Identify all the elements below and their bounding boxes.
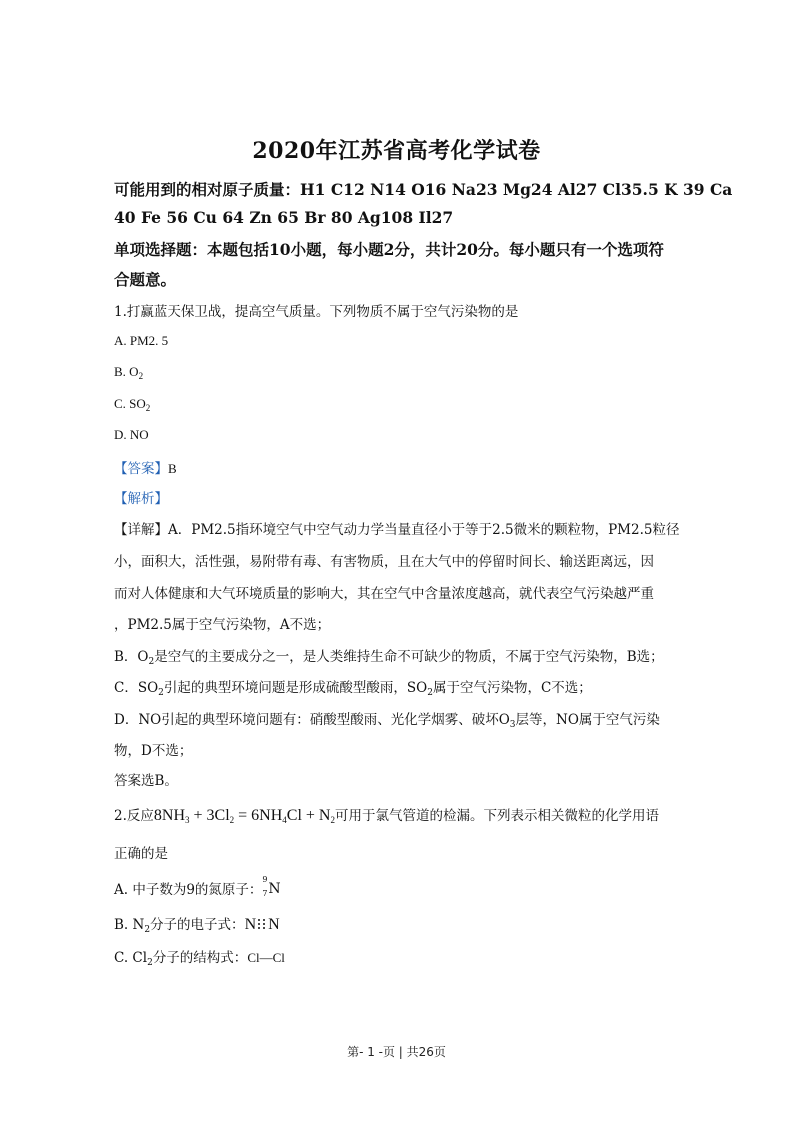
triple-bond-dots-icon [256, 918, 268, 930]
q1-option-d: D. NO [114, 427, 149, 442]
analysis-tag: 【解析】 [114, 491, 168, 507]
page-title: 2020年江苏省高考化学试卷 [252, 138, 541, 164]
answer-value: B [168, 461, 177, 476]
q1-option-a: A. PM2. 5 [114, 333, 169, 348]
q1-detail-line-9: 答案选B。 [114, 773, 178, 789]
q2-option-b: B. $N_2$分子的电子式：N N [114, 916, 280, 935]
atomic-masses-line-1: 可能用到的相对原子质量：H1 C12 N14 O16 Na23 Mg24 Al27 Cl35.5 K 39 Ca [114, 180, 733, 199]
q1-option-c: C. $SO_2$ [114, 396, 151, 413]
q2-option-c: C. $Cl_2$分子的结构式：Cl—Cl [114, 950, 285, 968]
q1-detail-line-8: 物，D不选； [114, 743, 193, 759]
reaction-equation: $8NH_3 + 3Cl_2 = 6NH_4Cl + N_2$ [153, 807, 335, 825]
q1-detail-line-6: C．$SO_2$引起的典型环境问题是形成硫酸型酸雨，$SO_2$属于空气污染物，C不选； [114, 680, 592, 698]
page-footer: 第- 1 -页 | 共26页 [347, 1045, 446, 1059]
q1-detail-line-7: D．NO引起的典型环境问题有：硝酸型酸雨、光化学烟雾、破坏$O_3$层等，NO属于空气污染 [114, 712, 660, 730]
q1-detail-line-1: 【详解】A．PM2.5指环境空气中空气动力学当量直径小于等于2.5微米的颗粒物，PM2.5粒径 [114, 522, 680, 538]
atomic-masses-line-2: 40 Fe 56 Cu 64 Zn 65 Br 80 Ag108 Il27 [114, 208, 454, 227]
q1-detail-line-5: B．$O_2$是空气的主要成分之一，是人类维持生命不可缺少的物质，不属于空气污染物，B选； [114, 649, 664, 667]
q1-stem: 1.打赢蓝天保卫战，提高空气质量。下列物质不属于空气污染物的是 [114, 304, 519, 320]
section-heading-line-2: 合题意。 [114, 270, 177, 289]
q1-detail-line-3: 而对人体健康和大气环境质量的影响大，其在空气中含量浓度越高，就代表空气污染越严重 [114, 586, 654, 602]
q1-detail-line-4: ，PM2.5属于空气污染物，A不选； [114, 617, 331, 633]
q1-answer [114, 457, 684, 477]
q2-stem: 2.反应$8NH_3 + 3Cl_2 = 6NH_4Cl + N_2$可用于氯气管道的检漏。下列表示相关微粒的化学用语 [114, 807, 659, 825]
q2-stem-line-2: 正确的是 [114, 846, 168, 862]
q2-option-a: A. 中子数为9的氮原子： 9 7 N [114, 875, 281, 898]
section-heading-line-1: 单项选择题：本题包括10小题，每小题2分，共计20分。每小题只有一个选项符 [114, 240, 664, 259]
nitrogen-isotope-symbol: 9 7 N [262, 875, 281, 898]
answer-tag: 【答案】 [114, 461, 168, 477]
q1-detail-line-2: 小，面积大，活性强，易附带有毒、有害物质，且在大气中的停留时间长、输送距离远，因 [114, 554, 654, 570]
q1-option-b: B. $O_2$ [114, 364, 144, 381]
